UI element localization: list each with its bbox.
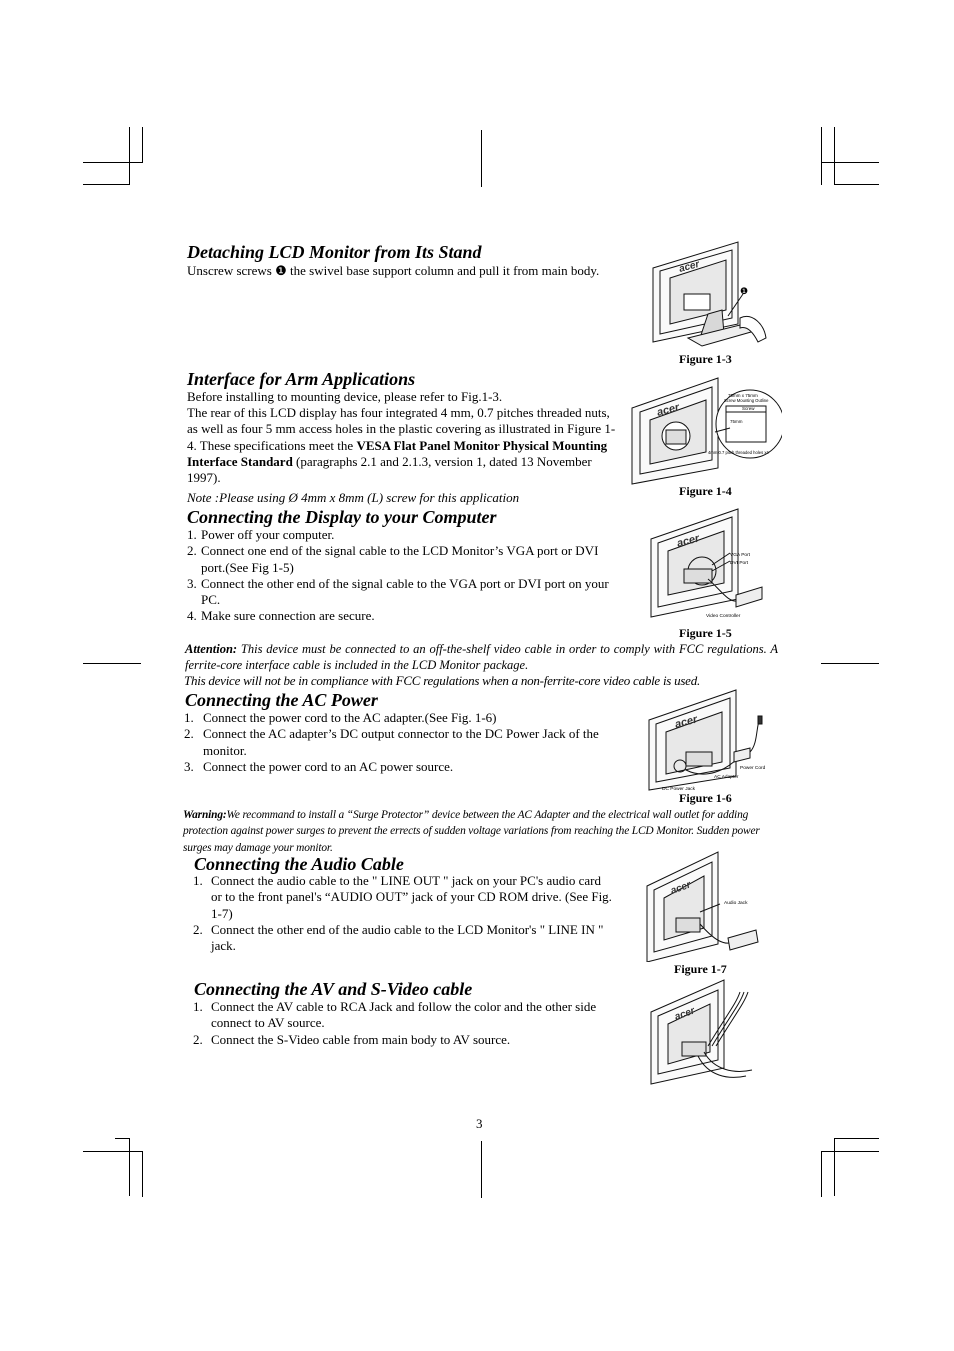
list-item [193,1032,613,1048]
av-heading: Connecting the AV and S-Video cable [194,979,473,999]
figure-1-5-logo: acer [675,532,701,550]
list-text: Make sure connection are secure. [201,608,375,624]
figure-1-4-label-holes: 4mm,0.7 pitch threaded holes x4 [708,450,769,455]
list-number: 2. [187,543,197,559]
list-number: 3. [187,575,197,591]
figure-1-5-label-dvi: DVI Port [730,561,749,566]
screw-marker: ❶ [275,263,287,278]
list-item [187,576,623,609]
list-item [187,543,623,576]
list-text: Connect the S-Video cable from main body to AV source. [211,1031,511,1047]
display-heading: Connecting the Display to your Computer [187,507,497,527]
figure-1-7-logo: acer [669,879,693,897]
arm-note: Note :Please using Ø 4mm x 8mm (L) screw for this application [187,490,520,505]
figure-1-7-label-audio-jack: Audio Jack [724,901,748,906]
list-text: Connect the AC adapter’s DC output connector to the DC Power Jack of the monitor. [203,726,599,758]
arm-para-tail: (paragraphs 2.1 and 2.1.3, version 1, dated 13 November 1997). [187,453,592,486]
figure-1-8-logo: acer [673,1005,697,1023]
figure-1-4-label-size: 75mm x 75mm [728,393,758,398]
figure-1-3-marker: ❶ [740,286,749,296]
list-text: Connect one end of the signal cable to the LCD Monitor’s VGA port or DVI port.(See Fig 1-5) [201,543,599,575]
list-number: 1. [193,999,203,1014]
list-item [193,922,613,955]
audio-heading: Connecting the Audio Cable [194,854,404,874]
ac-heading: Connecting the AC Power [185,690,378,710]
display-steps [187,527,623,625]
detach-body-post: the swivel base support column and pull it from main body. [286,263,600,278]
figure-1-4-caption: Figure 1-4 [679,484,732,498]
list-number: 3. [184,758,194,774]
list-text: Connect the audio cable to the " LINE OUT " jack on your PC's audio card or to the front panel's “AUDIO OUT” jack of your CD ROM drive. (See Fig. 1-7) [211,873,612,921]
list-number: 2. [193,921,203,937]
attention-note [185,641,778,674]
av-steps [193,999,613,1048]
figure-1-5-label-video: Video Controller [706,614,741,619]
arm-heading: Interface for Arm Applications [187,369,416,389]
audio-steps [193,873,613,954]
list-item [193,873,613,922]
list-text: Connect the other end of the audio cable to the LCD Monitor's " LINE IN " jack. [211,921,604,954]
list-number: 1. [184,710,194,725]
figure-1-6-label-dc-jack: DC Power Jack [662,787,696,792]
detach-body [187,263,627,279]
figure-1-3-illustration [648,238,778,350]
arm-paragraph [187,405,623,486]
vesa-standard: VESA Flat Panel Monitor Physical Mounting Interface Standard [187,437,608,469]
figure-1-4-label-75mm: 75mm [730,419,743,424]
list-number: 4. [187,608,197,624]
figure-1-6-label-power-cord: Power Cord [740,766,766,771]
figure-1-6-illustration [646,686,778,792]
warning-text: We recommand to install a “Surge Protector” device between the AC Adapter and the electrical wall outlet for adding protection against power surges to prevent the errects of sudden voltage variations from reaching the LCD Monitor. Sudden power surges may damage your monitor. [183,809,760,854]
list-number: 1. [193,873,203,888]
detach-heading: Detaching LCD Monitor from Its Stand [187,242,482,262]
figure-1-4-logo: acer [655,401,681,419]
figure-1-4-label-outline: Screw Mounting Outline [724,398,769,403]
figure-1-5-label-vga: VGA Port [730,553,750,558]
attention-text: This device must be connected to an off-the-shelf video cable in order to comply with FCC regulations. A ferrite-core interface cable is included in the LCD Monitor package. [185,642,778,673]
figure-1-6-caption: Figure 1-6 [679,791,732,805]
list-text: Power off your computer. [201,527,335,542]
list-number: 1. [187,527,197,542]
figure-1-7-caption: Figure 1-7 [674,962,727,976]
figure-1-4-label-screw: Screw [742,406,755,411]
arm-para-text: The rear of this LCD display has four integrated 4 mm, 0.7 pitches threaded nuts, as well as four 5 mm access holes in the plastic covering as illustrated in Figure 1-4. These specifications meet the [187,405,616,453]
warning-note [183,807,778,856]
list-item [184,726,624,759]
attention-compliance: This device will not be in compliance with FCC regulations when a non-ferrite-core video cable is used. [184,673,700,688]
list-number: 2. [193,1031,203,1047]
figure-1-6-logo: acer [673,713,699,731]
ac-steps [184,710,624,775]
attention-label: Attention: [185,642,238,656]
list-number: 2. [184,726,194,742]
list-item [187,608,623,624]
warning-label: Warning: [183,809,227,821]
page-number: 3 [476,1116,483,1131]
list-item [187,527,623,543]
figure-1-3-caption: Figure 1-3 [679,352,732,366]
list-item [184,710,624,726]
figure-1-8-illustration [648,976,766,1086]
list-text: Connect the power cord to an AC power source. [203,758,454,774]
list-text: Connect the AV cable to RCA Jack and follow the color and the other side connect to AV source. [211,999,597,1031]
figure-1-5-illustration [648,503,782,623]
figure-1-5-caption: Figure 1-5 [679,626,732,640]
list-item [193,999,613,1032]
list-text: Connect the other end of the signal cable to the VGA port or DVI port on your PC. [201,575,609,608]
detach-body-pre: Unscrew screws [187,263,276,278]
figure-1-4-illustration [630,372,782,486]
figure-1-7-illustration [644,850,772,962]
arm-line-1: Before installing to mounting device, please refer to Fig.1-3. [187,389,503,404]
list-item [184,759,624,775]
list-text: Connect the power cord to the AC adapter.(See Fig. 1-6) [203,710,497,725]
figure-1-3-logo: acer [677,258,701,275]
figure-1-6-label-ac-adapter: AC Adapter [714,775,739,780]
